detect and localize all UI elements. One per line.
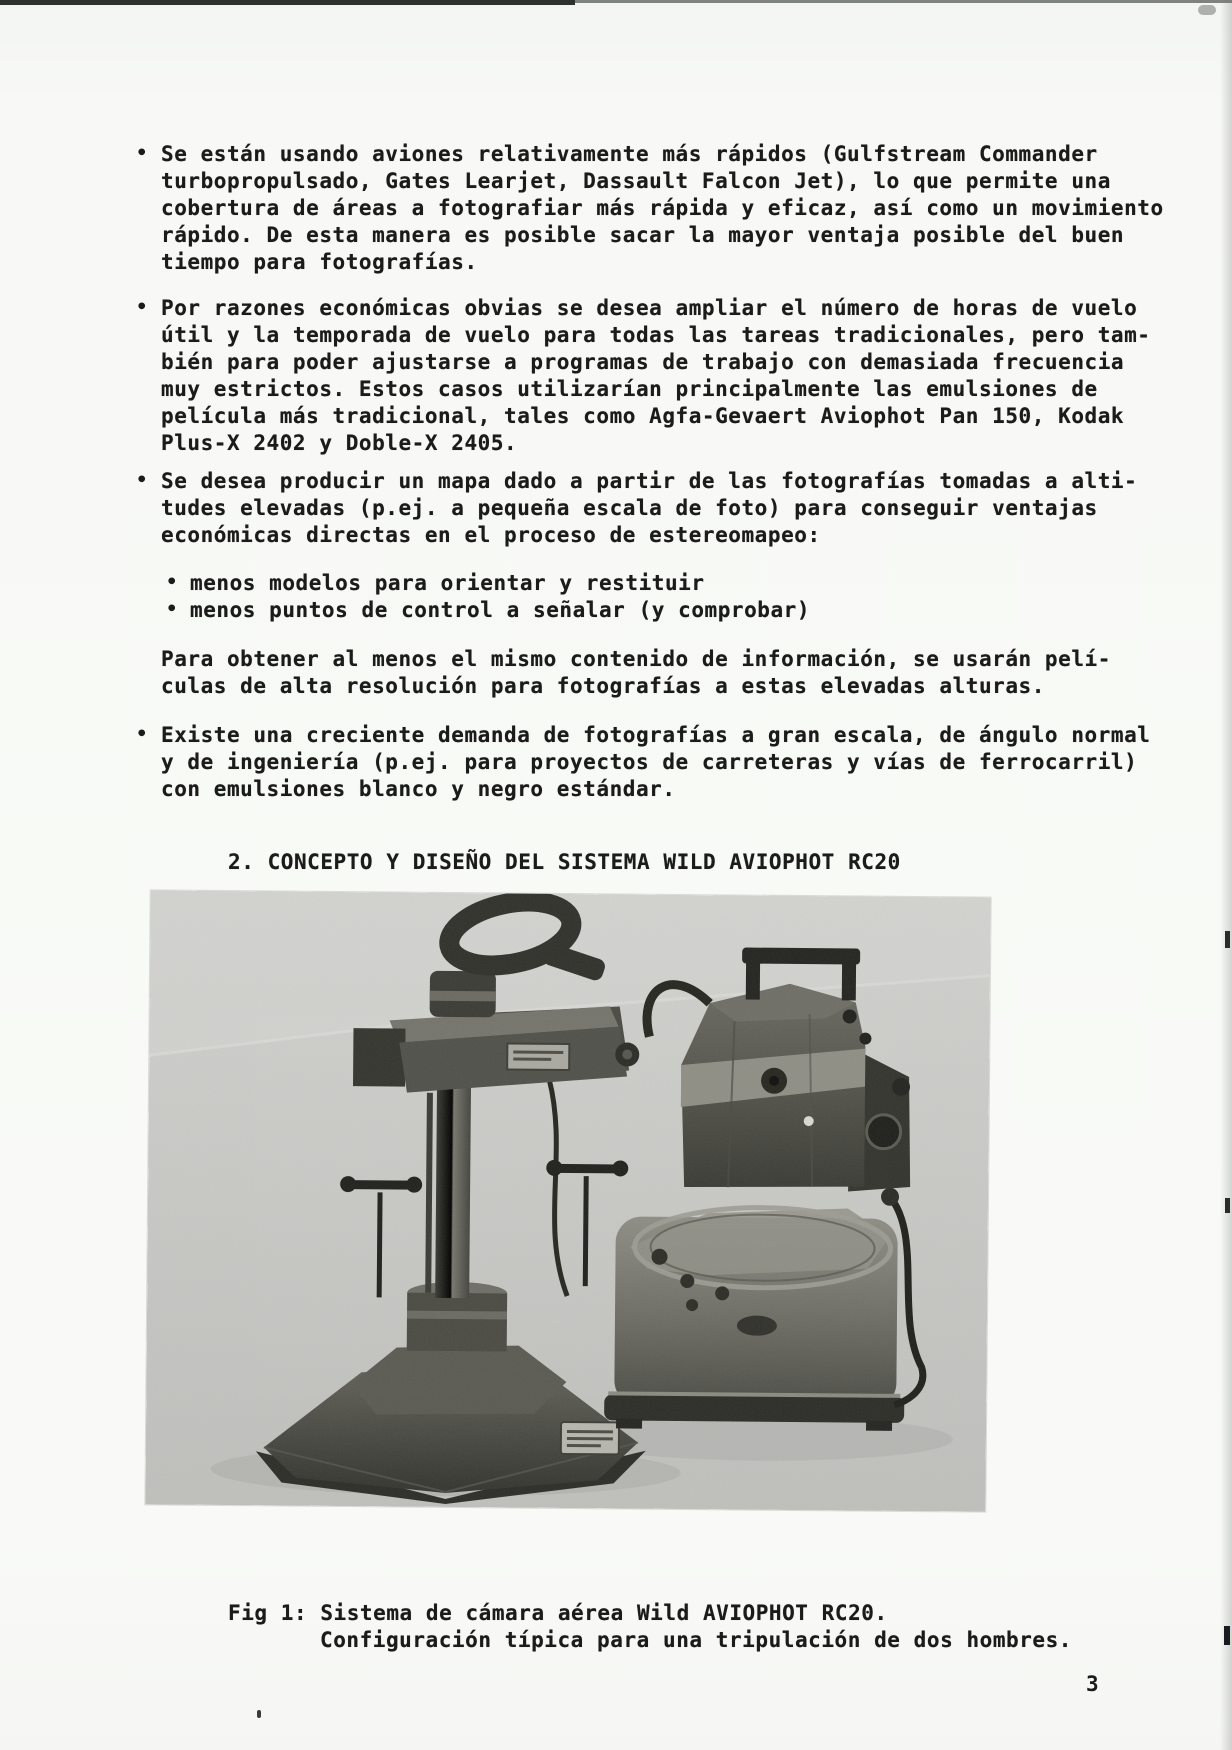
bullet-paragraph-3: [136, 468, 1138, 549]
sub-bullet-item-2: [166, 597, 811, 624]
text-line: Existe una creciente demanda de fotografías a gran escala, de ángulo normal: [161, 723, 1151, 747]
text-line: rápido. De esta manera es posible sacar la mayor ventaja posible del buen: [161, 223, 1125, 247]
scan-artifact-right-tick-2: [1225, 1198, 1230, 1213]
rc20-photo-illustration: [145, 890, 990, 1511]
text-line: cobertura de áreas a fotografiar más rápida y eficaz, así como un movimiento: [161, 196, 1164, 220]
text-line: turbopropulsado, Gates Learjet, Dassault Falcon Jet), lo que permite una: [161, 169, 1111, 193]
paragraph-lines: [161, 295, 1150, 457]
sub-bullet-item-1: [166, 570, 705, 597]
text-line: menos puntos de control a señalar (y comprobar): [190, 598, 811, 622]
closing-paragraph: [161, 646, 1111, 700]
bullet-marker: •: [136, 469, 148, 491]
section-heading: 2. CONCEPTO Y DISEÑO DEL SISTEMA WILD AVIOPHOT RC20: [228, 850, 901, 874]
page-number: 3: [1086, 1672, 1100, 1696]
text-line: culas de alta resolución para fotografías a estas elevadas alturas.: [161, 674, 1045, 698]
text-line: tudes elevadas (p.ej. a pequeña escala de foto) para conseguir ventajas: [161, 496, 1098, 520]
bullet-marker: •: [136, 296, 148, 318]
text-line: con emulsiones blanco y negro estándar.: [161, 777, 676, 801]
figure-photo: [145, 890, 990, 1511]
scan-artifact-right-tick-1: [1225, 931, 1230, 948]
paragraph-lines: [161, 722, 1150, 803]
text-line: Se desea producir un mapa dado a partir de las fotografías tomadas a alti-: [161, 469, 1138, 493]
paragraph-lines: [161, 468, 1137, 549]
text-line: menos modelos para orientar y restituir: [190, 571, 705, 595]
text-line: Se están usando aviones relativamente más rápidos (Gulfstream Commander: [161, 142, 1098, 166]
scan-artifact-top-line-left: [0, 0, 575, 5]
figure-caption: [228, 1600, 1072, 1654]
scan-artifact-bottom-speck: [257, 1710, 261, 1718]
bullet-marker: •: [166, 598, 178, 620]
bullet-marker: •: [166, 571, 178, 593]
bullet-marker: •: [136, 723, 148, 745]
text-line: Plus-X 2402 y Doble-X 2405.: [161, 431, 518, 455]
text-line: Para obtener al menos el mismo contenido de información, se usarán pelí-: [161, 647, 1111, 671]
scan-artifact-right-tick-3: [1224, 1626, 1230, 1645]
scan-artifact-top-speck: [1198, 5, 1216, 15]
text-line: y de ingeniería (p.ej. para proyectos de carreteras y vías de ferrocarril): [161, 750, 1138, 774]
scan-artifact-top-line-right: [575, 0, 1232, 3]
text-line: muy estrictos. Estos casos utilizarían principalmente las emulsiones de: [161, 377, 1098, 401]
text-line: Por razones económicas obvias se desea ampliar el número de horas de vuelo: [161, 296, 1138, 320]
text-line: bién para poder ajustarse a programas de trabajo con demasiada frecuencia: [161, 350, 1125, 374]
bullet-marker: •: [136, 142, 148, 164]
text-line: útil y la temporada de vuelo para todas las tareas tradicionales, pero tam-: [161, 323, 1151, 347]
text-line: película más tradicional, tales como Agfa-Gevaert Aviophot Pan 150, Kodak: [161, 404, 1125, 428]
paragraph-lines: [161, 141, 1164, 276]
bullet-paragraph-4: [136, 722, 1151, 803]
figure-caption-line-1: Fig 1: Sistema de cámara aérea Wild AVIOPHOT RC20.: [228, 1601, 888, 1625]
paragraph-lines: [161, 646, 1111, 700]
bullet-paragraph-1: [136, 141, 1164, 276]
bullet-paragraph-2: [136, 295, 1151, 457]
scan-artifact-right-edge-shadow: [1220, 0, 1232, 1750]
text-line: económicas directas en el proceso de estereomapeo:: [161, 523, 821, 547]
text-line: tiempo para fotografías.: [161, 250, 478, 274]
figure-caption-line-2: Configuración típica para una tripulación de dos hombres.: [320, 1628, 1073, 1652]
